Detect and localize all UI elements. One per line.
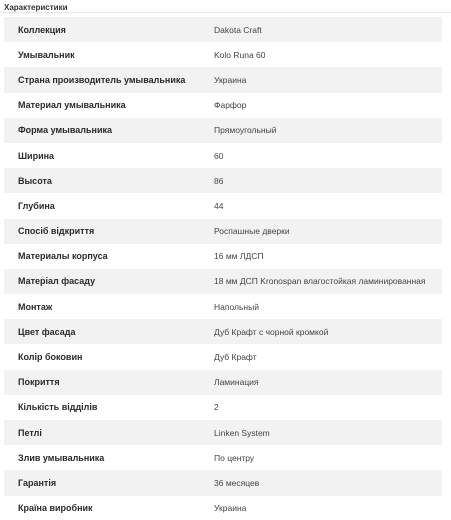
specs-table xyxy=(4,17,442,520)
spec-label: Форма умывальника xyxy=(18,125,112,136)
spec-value: 16 мм ЛДСП xyxy=(214,251,264,262)
spec-label: Высота xyxy=(18,175,52,186)
spec-row-side-color xyxy=(4,344,442,369)
spec-row-warranty xyxy=(4,470,442,495)
spec-row-washbasin xyxy=(4,42,442,67)
spec-label: Умывальник xyxy=(18,49,75,60)
spec-value: Дуб Крафт xyxy=(214,352,257,363)
spec-row-compartments xyxy=(4,395,442,420)
spec-label: Спосіб відкриття xyxy=(18,226,95,237)
spec-label: Цвет фасада xyxy=(18,326,76,337)
spec-label: Гарантія xyxy=(18,477,57,488)
spec-value: Роспашные дверки xyxy=(214,226,290,237)
spec-value: 36 месяцев xyxy=(214,477,260,488)
spec-label: Монтаж xyxy=(18,301,53,312)
spec-label: Покриття xyxy=(18,377,60,388)
spec-label: Кількість відділів xyxy=(18,402,98,413)
spec-value: Украина xyxy=(214,503,247,514)
spec-value: Kolo Runa 60 xyxy=(214,49,266,60)
spec-label: Коллекция xyxy=(18,24,66,35)
spec-value: Напольный xyxy=(214,301,259,312)
spec-value: 18 мм ДСП Kronospan влагостойкая ламинированная xyxy=(214,276,426,287)
spec-label: Ширина xyxy=(18,150,55,161)
spec-label: Глубина xyxy=(18,200,55,211)
spec-row-height xyxy=(4,168,442,193)
spec-row-coating xyxy=(4,370,442,395)
spec-row-opening xyxy=(4,219,442,244)
spec-label: Матеріал фасаду xyxy=(18,276,96,287)
spec-value: 44 xyxy=(214,200,224,211)
spec-row-drain xyxy=(4,445,442,470)
spec-value: Ламинация xyxy=(214,377,259,388)
spec-row-width xyxy=(4,143,442,168)
spec-row-mounting xyxy=(4,294,442,319)
spec-row-hinges xyxy=(4,420,442,445)
spec-row-basin-country xyxy=(4,67,442,92)
spec-value: Прямоугольный xyxy=(214,125,277,136)
spec-row-facade-color xyxy=(4,319,442,344)
spec-label: Материалы корпуса xyxy=(18,251,108,262)
spec-row-facade-material xyxy=(4,269,442,294)
spec-value: По центру xyxy=(214,452,255,463)
spec-value: 2 xyxy=(214,402,219,413)
spec-label: Петлі xyxy=(18,427,42,438)
spec-row-body-material xyxy=(4,244,442,269)
spec-label: Колір боковин xyxy=(18,352,83,363)
spec-value: Украина xyxy=(214,74,247,85)
section-title: Характеристики xyxy=(4,3,68,12)
spec-row-depth xyxy=(4,193,442,218)
spec-value: 86 xyxy=(214,175,224,186)
spec-value: Дуб Крафт с чорной кромкой xyxy=(214,326,329,337)
spec-label: Страна производитель умывальника xyxy=(18,74,186,85)
spec-value: Linken System xyxy=(214,427,270,438)
spec-row-collection xyxy=(4,17,442,42)
title-divider xyxy=(0,12,451,13)
spec-label: Материал умывальника xyxy=(18,100,126,111)
spec-label: Злив умывальника xyxy=(18,452,105,463)
spec-row-basin-material xyxy=(4,93,442,118)
spec-value: 60 xyxy=(214,150,224,161)
spec-row-basin-shape xyxy=(4,118,442,143)
spec-label: Країна виробник xyxy=(18,503,93,514)
spec-value: Dakota Craft xyxy=(214,24,262,35)
spec-value: Фарфор xyxy=(214,100,247,111)
spec-row-manufacturer-country xyxy=(4,496,442,520)
